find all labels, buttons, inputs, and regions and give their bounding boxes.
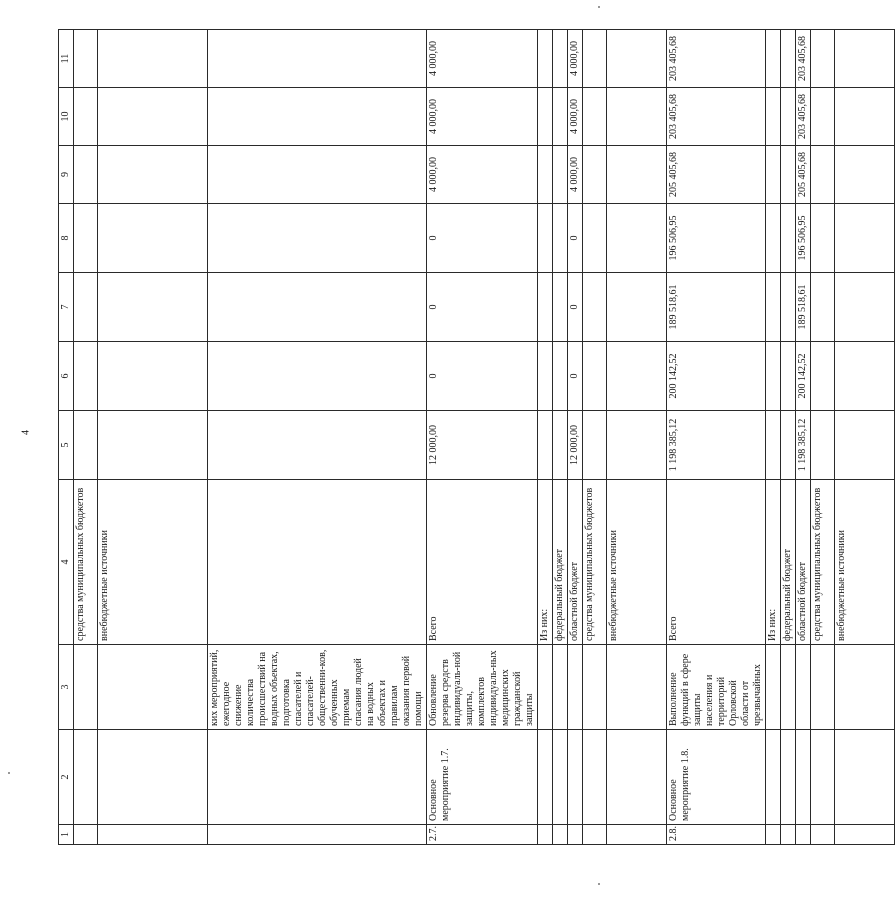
amount-cell: 0 (568, 342, 583, 411)
amount-cell: 203 405,68 (796, 30, 811, 88)
amount-cell (74, 342, 98, 411)
description-cell (74, 645, 98, 730)
amount-cell: 4 000,00 (568, 88, 583, 146)
measure-name-cell (796, 730, 811, 825)
amount-cell (781, 204, 796, 273)
amount-cell (766, 88, 781, 146)
description-cell (766, 645, 781, 730)
amount-cell (583, 273, 607, 342)
amount-cell (538, 204, 553, 273)
amount-cell (583, 88, 607, 146)
table-row (583, 30, 607, 845)
table-row (811, 30, 835, 845)
funding-source-cell: внебюджетные источники (98, 480, 208, 645)
table-row (796, 30, 811, 845)
description-cell (583, 645, 607, 730)
amount-cell: 189 518,61 (796, 273, 811, 342)
amount-cell (583, 146, 607, 204)
amount-cell: 4 000,00 (427, 146, 538, 204)
measure-name-cell: Основное мероприятие 1.8. (667, 730, 766, 825)
measure-name-cell (835, 730, 895, 825)
row-number-cell (781, 825, 796, 845)
amount-cell: 196 506,95 (796, 204, 811, 273)
amount-cell (208, 204, 427, 273)
header-cell: 4 (59, 480, 74, 645)
amount-cell (766, 342, 781, 411)
table-row (208, 30, 427, 845)
row-number-cell (796, 825, 811, 845)
description-cell: Выполнение функций в сфере защиты населения и территорий Орловской области от чрезвычайных (667, 645, 766, 730)
amount-cell (208, 88, 427, 146)
amount-cell (208, 342, 427, 411)
amount-cell (538, 30, 553, 88)
amount-cell: 1 198 385,12 (796, 411, 811, 480)
row-number-cell (553, 825, 568, 845)
measure-name-cell (811, 730, 835, 825)
amount-cell: 196 506,95 (667, 204, 766, 273)
description-cell (538, 645, 553, 730)
amount-cell (553, 273, 568, 342)
description-cell (607, 645, 667, 730)
description-cell (553, 645, 568, 730)
amount-cell (766, 273, 781, 342)
amount-cell (553, 411, 568, 480)
amount-cell (98, 411, 208, 480)
header-cell: 3 (59, 645, 74, 730)
measure-name-cell (568, 730, 583, 825)
header-cell: 6 (59, 342, 74, 411)
measure-name-cell (74, 730, 98, 825)
row-number-cell (208, 825, 427, 845)
amount-cell (766, 30, 781, 88)
amount-cell (835, 342, 895, 411)
description-cell (568, 645, 583, 730)
table-row (667, 30, 766, 845)
amount-cell (74, 146, 98, 204)
amount-cell: 205 405,68 (667, 146, 766, 204)
amount-cell (811, 146, 835, 204)
amount-cell (607, 30, 667, 88)
description-cell (835, 645, 895, 730)
amount-cell: 4 000,00 (427, 30, 538, 88)
amount-cell: 203 405,68 (796, 88, 811, 146)
amount-cell (553, 146, 568, 204)
amount-cell (538, 146, 553, 204)
table-row (835, 30, 895, 845)
amount-cell (811, 411, 835, 480)
table-row (607, 30, 667, 845)
funding-source-cell: внебюджетные источники (835, 480, 895, 645)
amount-cell: 203 405,68 (667, 88, 766, 146)
amount-cell (835, 204, 895, 273)
amount-cell (98, 342, 208, 411)
measure-name-cell (98, 730, 208, 825)
amount-cell (583, 411, 607, 480)
amount-cell (607, 204, 667, 273)
funding-source-cell: средства муниципальных бюджетов (583, 480, 607, 645)
amount-cell (74, 411, 98, 480)
rotated-page (58, 30, 847, 845)
amount-cell (74, 88, 98, 146)
amount-cell (835, 273, 895, 342)
amount-cell (208, 273, 427, 342)
table-row (74, 30, 98, 845)
amount-cell (811, 273, 835, 342)
row-number-cell (766, 825, 781, 845)
measure-name-cell (781, 730, 796, 825)
amount-cell (538, 273, 553, 342)
amount-cell (538, 342, 553, 411)
amount-cell (811, 30, 835, 88)
amount-cell (835, 30, 895, 88)
amount-cell: 1 198 385,12 (667, 411, 766, 480)
row-number-cell (607, 825, 667, 845)
row-number-cell (98, 825, 208, 845)
header-cell: 11 (59, 30, 74, 88)
header-cell: 2 (59, 730, 74, 825)
scan-speck (598, 883, 600, 885)
funding-source-cell: внебюджетные источники (607, 480, 667, 645)
row-number-cell (568, 825, 583, 845)
measure-name-cell (583, 730, 607, 825)
amount-cell (607, 342, 667, 411)
amount-cell (74, 273, 98, 342)
table-row (553, 30, 568, 845)
amount-cell (208, 411, 427, 480)
description-cell (811, 645, 835, 730)
amount-cell (98, 88, 208, 146)
row-number-cell: 2.7. (427, 825, 538, 845)
row-number-cell (538, 825, 553, 845)
amount-cell: 203 405,68 (667, 30, 766, 88)
amount-cell: 200 142,52 (796, 342, 811, 411)
amount-cell (766, 146, 781, 204)
amount-cell (553, 204, 568, 273)
amount-cell (74, 204, 98, 273)
table-row (568, 30, 583, 845)
amount-cell (583, 204, 607, 273)
row-number-cell: 2.8. (667, 825, 766, 845)
amount-cell (98, 146, 208, 204)
table-row (98, 30, 208, 845)
amount-cell: 4 000,00 (568, 146, 583, 204)
header-cell: 10 (59, 88, 74, 146)
amount-cell: 12 000,00 (568, 411, 583, 480)
amount-cell (538, 411, 553, 480)
header-cell: 1 (59, 825, 74, 845)
funding-source-cell: Всего (427, 480, 538, 645)
amount-cell (811, 204, 835, 273)
measure-name-cell: Основное мероприятие 1.7. (427, 730, 538, 825)
amount-cell (835, 88, 895, 146)
amount-cell: 0 (427, 204, 538, 273)
amount-cell: 205 405,68 (796, 146, 811, 204)
amount-cell (538, 88, 553, 146)
measure-name-cell (766, 730, 781, 825)
amount-cell (607, 146, 667, 204)
description-cell (781, 645, 796, 730)
amount-cell (583, 30, 607, 88)
description-cell (98, 645, 208, 730)
header-cell: 5 (59, 411, 74, 480)
description-cell: ких мероприятий, ежегодное снижение количества происшествий на водных объектах, подготовка спасателей и спасателей-общественни-ков, обученных приемам спасания людей на водных объектах и правилам оказания первой помощи (208, 645, 427, 730)
amount-cell: 200 142,52 (667, 342, 766, 411)
amount-cell (583, 342, 607, 411)
amount-cell (811, 342, 835, 411)
table-row (766, 30, 781, 845)
row-number-cell (583, 825, 607, 845)
row-number-cell (835, 825, 895, 845)
amount-cell (208, 30, 427, 88)
amount-cell (781, 30, 796, 88)
table-header-row (59, 30, 74, 845)
amount-cell: 0 (427, 342, 538, 411)
amount-cell (98, 273, 208, 342)
scan-speck (8, 772, 10, 774)
page-number: 4 (20, 430, 32, 435)
funding-source-cell: средства муниципальных бюджетов (74, 480, 98, 645)
amount-cell: 4 000,00 (568, 30, 583, 88)
amount-cell (781, 411, 796, 480)
funding-source-cell (208, 480, 427, 645)
row-number-cell (74, 825, 98, 845)
funding-source-cell: федеральный бюджет (553, 480, 568, 645)
header-cell: 7 (59, 273, 74, 342)
budget-table (58, 29, 895, 845)
amount-cell (835, 411, 895, 480)
table-row (781, 30, 796, 845)
amount-cell (98, 204, 208, 273)
amount-cell (607, 88, 667, 146)
measure-name-cell (538, 730, 553, 825)
funding-source-cell: Всего (667, 480, 766, 645)
funding-source-cell: Из них: (538, 480, 553, 645)
header-cell: 8 (59, 204, 74, 273)
amount-cell (835, 146, 895, 204)
amount-cell (74, 30, 98, 88)
funding-source-cell: Из них: (766, 480, 781, 645)
amount-cell (553, 342, 568, 411)
scan-speck (598, 6, 600, 8)
description-cell (796, 645, 811, 730)
row-number-cell (811, 825, 835, 845)
amount-cell (811, 88, 835, 146)
amount-cell (766, 204, 781, 273)
amount-cell (553, 30, 568, 88)
amount-cell (553, 88, 568, 146)
amount-cell (781, 342, 796, 411)
amount-cell (98, 30, 208, 88)
description-cell: Обновление резерва средств индивидуаль-ной защиты, комплектов индивидуаль-ных медицинских гражданской защиты (427, 645, 538, 730)
amount-cell: 0 (568, 273, 583, 342)
measure-name-cell (607, 730, 667, 825)
funding-source-cell: областной бюджет (796, 480, 811, 645)
amount-cell: 12 000,00 (427, 411, 538, 480)
funding-source-cell: федеральный бюджет (781, 480, 796, 645)
amount-cell: 189 518,61 (667, 273, 766, 342)
funding-source-cell: областной бюджет (568, 480, 583, 645)
table-row (427, 30, 538, 845)
amount-cell (766, 411, 781, 480)
amount-cell: 0 (427, 273, 538, 342)
measure-name-cell (208, 730, 427, 825)
amount-cell (781, 88, 796, 146)
amount-cell (607, 273, 667, 342)
amount-cell (607, 411, 667, 480)
amount-cell (781, 146, 796, 204)
table-row (538, 30, 553, 845)
amount-cell (208, 146, 427, 204)
header-cell: 9 (59, 146, 74, 204)
amount-cell: 4 000,00 (427, 88, 538, 146)
funding-source-cell: средства муниципальных бюджетов (811, 480, 835, 645)
amount-cell: 0 (568, 204, 583, 273)
amount-cell (781, 273, 796, 342)
measure-name-cell (553, 730, 568, 825)
